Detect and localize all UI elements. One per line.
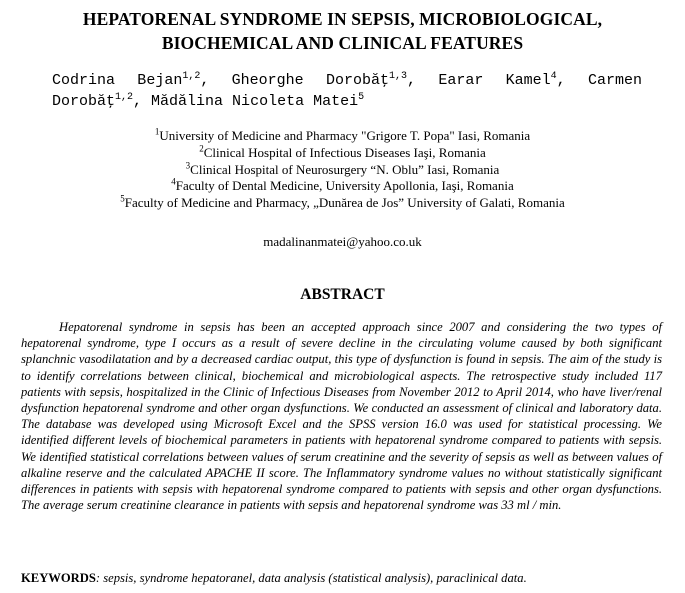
author-affiliation-mark: 1,3	[388, 71, 407, 82]
affiliation-text: Clinical Hospital of Infectious Diseases Iaşi, Romania	[203, 144, 486, 160]
affiliation	[0, 178, 685, 195]
author-list	[52, 70, 642, 112]
author-affiliation-mark: 1,2	[182, 71, 201, 82]
affiliation-number: 2	[199, 143, 204, 154]
keywords-label: KEYWORDS	[21, 571, 96, 585]
paper-title	[0, 7, 685, 55]
affiliation	[0, 195, 685, 212]
author-name: Mădălina Nicoleta Matei	[151, 93, 359, 110]
author-name: Codrina Bejan	[52, 72, 183, 89]
affiliation-text: Faculty of Medicine and Pharmacy, „Dunărea de Jos” University of Galati, Romania	[124, 195, 565, 211]
keywords-text: : sepsis, syndrome hepatoranel, data analysis (statistical analysis), paraclinical data.	[95, 571, 527, 585]
affiliation-number: 1	[154, 126, 160, 137]
affiliation-text: Faculty of Dental Medicine, University Apollonia, Iaşi, Romania	[175, 178, 514, 194]
title-line-1: HEPATORENAL SYNDROME IN SEPSIS, MICROBIOLOGICAL,	[82, 9, 603, 29]
author-affiliation-mark: 5	[358, 92, 365, 103]
affiliation	[0, 162, 685, 179]
author-name: Carmen Dorobăţ	[52, 72, 642, 110]
affiliation-list	[0, 128, 685, 212]
contact-email: madalinanmatei@yahoo.co.uk	[263, 234, 422, 249]
author-separator: ,	[407, 72, 439, 89]
author-separator: ,	[200, 72, 232, 89]
affiliation-number: 5	[120, 193, 125, 204]
author-affiliation-mark: 1,2	[115, 92, 134, 103]
author-name: Gheorghe Dorobăţ	[231, 72, 389, 89]
author-name: Earar Kamel	[438, 72, 551, 89]
author-separator: ,	[556, 72, 588, 89]
title-line-2: BIOCHEMICAL AND CLINICAL FEATURES	[161, 33, 524, 53]
author-affiliation-mark: 4	[550, 71, 557, 82]
abstract-text: Hepatorenal syndrome in sepsis has been an accepted approach since 2007 and considering the two types of hepatorenal syndrome, type I occurs as a result of severe decline in the circulating volume caused by both significant splanchnic vasodilatation and by a decreased cardiac output, this type of dysfunction is found in sepsis. The aim of the study is to identify correlations between clinical, biochemical and microbiological aspects. The retrospective study included 117 patients with sepsis, hospitalized in the Clinic of Infectious Diseases from November 2012 to April 2014, who have liver/renal dysfunction hepatorenal syndrome and other organ dysfunctions. We conducted an assessment of clinical and laboratory data. The database was developed using Microsoft Excel and the SPSS version 16.0 was used for statistical processing. We identified different levels of biochemical parameters in patients with hepatorenal syndrome compared to patients with sepsis. We identified statistical correlations between values of serum creatinine and the severity of sepsis as well as between values of alkaline reserve and the calculated APACHE II score. The Inflammatory syndrome values no without statistically significant differences in patients with sepsis with hepatorenal syndrome compared to patients with sepsis and other organ dysfunctions. The average serum creatinine clearance in patients with sepsis and hepatorenal syndrome was 33 ml / min.	[21, 320, 662, 513]
affiliation-number: 3	[185, 160, 191, 171]
affiliation	[0, 145, 685, 162]
keywords-line	[21, 571, 666, 586]
affiliation-text: Clinical Hospital of Neurosurgery “N. Oblu” Iasi, Romania	[190, 161, 500, 177]
author-separator: ,	[133, 93, 152, 110]
affiliation-text: University of Medicine and Pharmacy "Grigore T. Popa" Iasi, Romania	[159, 128, 531, 143]
affiliation-number: 4	[171, 177, 176, 188]
affiliation	[0, 128, 685, 145]
abstract-heading: ABSTRACT	[300, 286, 385, 303]
